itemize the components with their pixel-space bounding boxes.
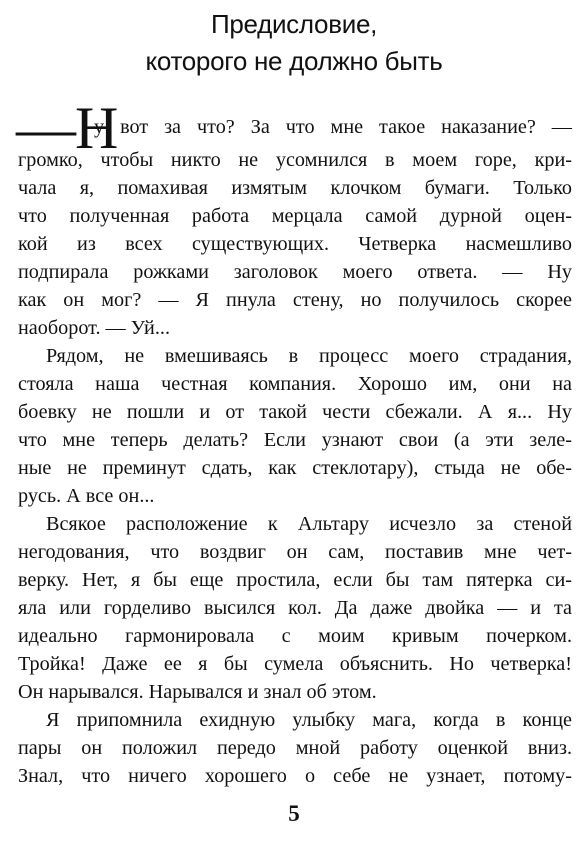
text-line: яла или горделиво высился кол. Да даже двойка — и та <box>18 597 572 619</box>
text-line: Я припомнила ехидную улыбку мага, когда в конце <box>46 709 572 731</box>
text-line: Знал, что ничего хорошего о себе не узнает, потому- <box>18 765 572 787</box>
text-line: русь. А все он... <box>18 485 155 507</box>
text-line: Рядом, не вмешиваясь в процесс моего страдания, <box>46 345 572 367</box>
page-number: 5 <box>288 801 300 826</box>
text-line: что мне теперь делать? Если узнают свои (а эти зеле- <box>18 429 572 451</box>
text-line: идеально гармонировала с моим кривым почерком. <box>18 625 572 647</box>
text-line: у вот за что? За что мне такое наказание? — <box>94 116 572 138</box>
text-line: что полученная работа мерцала самой дурной оцен- <box>18 205 572 227</box>
text-line: как он мог? — Я пнула стену, но получилось скорее <box>18 289 572 311</box>
text-line: негодования, что воздвиг он сам, поставив мне чет- <box>18 541 572 563</box>
text-line: подпирала рожками заголовок моего ответа. — Ну <box>18 261 572 283</box>
text-line: пары он положил передо мной работу оценкой вниз. <box>18 737 572 759</box>
text-line: чала я, помахивая измятым клочком бумаги. Только <box>18 177 572 199</box>
text-line: Тройка! Даже ее я бы сумела объяснить. Но четверка! <box>18 653 572 675</box>
text-line: Он нарывался. Нарывался и знал об этом. <box>18 681 377 703</box>
text-line: боевку не пошли и от такой чести сбежали. А я... Ну <box>18 401 572 423</box>
text-line: ные не преминут сдать, как стеклотару), стыда не обе- <box>18 457 572 479</box>
chapter-title-line-1: Предисловие, <box>210 9 378 39</box>
drop-cap: —Н <box>16 95 118 161</box>
text-line: наоборот. — Уй... <box>18 317 171 339</box>
text-line: громко, чтобы никто не усомнился в моем горе, кри- <box>18 149 572 171</box>
chapter-title-line-2: которого не должно быть <box>145 46 443 76</box>
text-line: верку. Нет, я бы еще простила, если бы там пятерка си- <box>18 569 572 591</box>
text-line: стояла наша честная компания. Хорошо им, они на <box>18 373 572 395</box>
text-line: кой из всех существующих. Четверка насмешливо <box>18 233 572 255</box>
text-line: Всякое расположение к Альтару исчезло за стеной <box>46 513 572 535</box>
